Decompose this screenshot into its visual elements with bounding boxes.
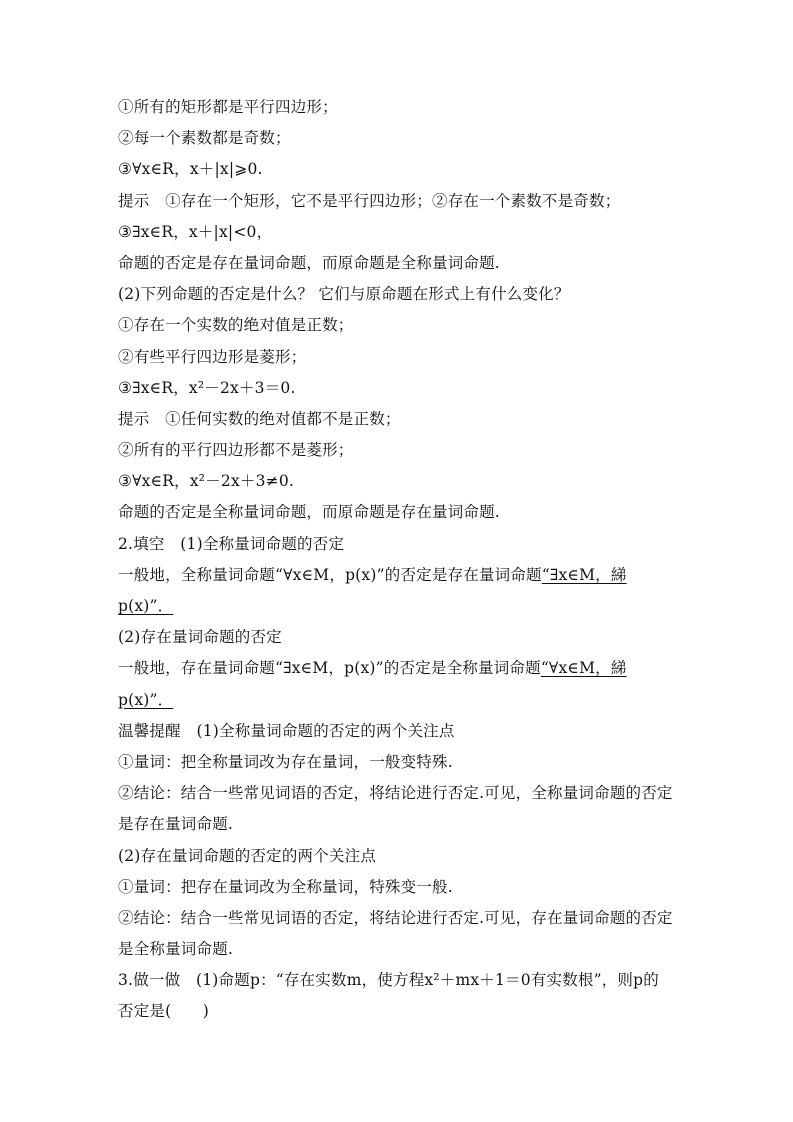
fill-answer: “∃x∈M，綈 (541, 565, 627, 584)
definition-text: 一般地，存在量词命题“∃x∈M，p(x)”的否定是全称量词命题 (118, 659, 541, 678)
text-line: 命题的否定是全称量词命题，而原命题是存在量词命题. (118, 503, 500, 522)
text-line: ③∀x∈R，x＋|x|⩾0. (118, 160, 263, 179)
text-line: ②结论：结合一些常见词语的否定，将结论进行否定.可见，存在量词命题的否定 (118, 908, 673, 927)
text-line: ③∃x∈R，x²－2x＋3＝0. (118, 378, 296, 397)
text-line: 是存在量词命题. (118, 815, 234, 834)
definition-line (118, 560, 680, 591)
tip-heading: 温馨提醒 (1)全称量词命题的否定的两个关注点 (118, 721, 455, 740)
exercise-line: 3.做一做 (1)命题p：“存在实数m，使方程x²＋mx＋1＝0有实数根”，则p的 (118, 971, 659, 990)
text-line: ①存在一个实数的绝对值是正数； (118, 316, 354, 335)
question-line: (2)下列命题的否定是什么？ 它们与原命题在形式上有什么变化？ (118, 285, 570, 304)
definition-text: 一般地，全称量词命题“∀x∈M，p(x)”的否定是存在量词命题 (118, 565, 542, 584)
answer-continuation (118, 591, 680, 622)
fill-answer: “∀x∈M，綈 (540, 659, 627, 678)
text-line: 是全称量词命题. (118, 940, 234, 959)
fill-answer: p(x)”． (118, 690, 174, 709)
text-line: ③∃x∈R，x＋|x|<0， (118, 222, 273, 241)
subsection-heading: (2)存在量词命题的否定的两个关注点 (118, 846, 377, 865)
text-line: ③∀x∈R，x²－2x＋3≠0. (118, 472, 295, 491)
fill-answer: p(x)”． (118, 597, 174, 615)
answer-continuation (118, 685, 680, 716)
exercise-line: 否定是( ) (118, 1002, 209, 1021)
text-line: ①量词：把存在量词改为全称量词，特殊变一般. (118, 877, 453, 896)
text-line: ②每一个素数都是奇数； (118, 129, 291, 148)
subsection-heading: (2)存在量词命题的否定 (118, 628, 282, 647)
hint-line: 提示 ①存在一个矩形，它不是平行四边形；②存在一个素数不是奇数； (118, 191, 621, 210)
text-line: ②所有的平行四边形都不是菱形； (118, 441, 354, 460)
text-line: ①所有的矩形都是平行四边形； (118, 98, 338, 116)
definition-line (118, 653, 680, 684)
text-line: 命题的否定是存在量词命题，而原命题是全称量词命题. (118, 253, 500, 272)
text-line: ②有些平行四边形是菱形； (118, 347, 307, 366)
hint-line: 提示 ①任何实数的绝对值都不是正数； (118, 409, 401, 428)
text-line: ②结论：结合一些常见词语的否定，将结论进行否定.可见，全称量词命题的否定 (118, 784, 673, 803)
document-body (118, 92, 680, 1028)
text-line: ①量词：把全称量词改为存在量词，一般变特殊. (118, 752, 453, 771)
section-heading: 2.填空 (1)全称量词命题的否定 (118, 534, 345, 553)
